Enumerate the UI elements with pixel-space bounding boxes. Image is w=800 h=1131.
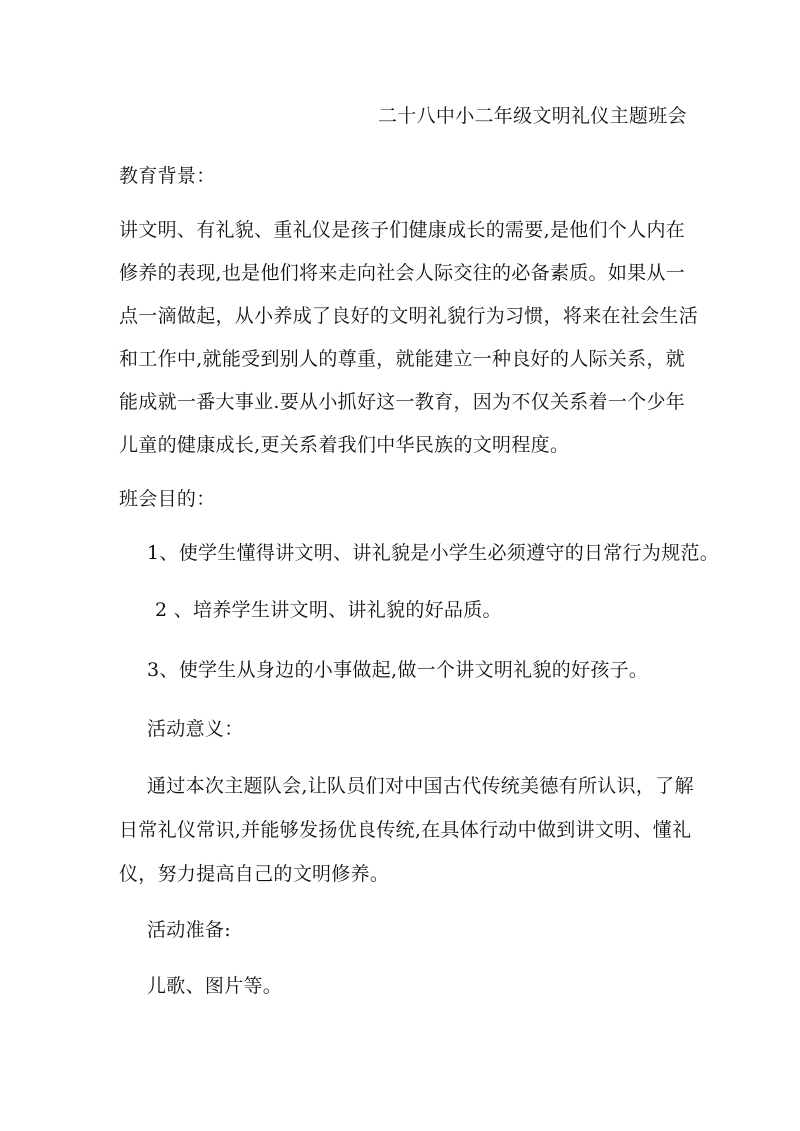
background-heading: 教育背景：	[119, 165, 216, 187]
goal-heading: 班会目的：	[119, 488, 216, 510]
goal-item: 2 、培养学生讲文明、讲礼貌的好品质。	[155, 599, 502, 621]
significance-line: 通过本次主题队会,让队员们对中国古代传统美德有所认识，了解	[147, 775, 694, 797]
prep-heading: 活动准备:	[147, 919, 231, 941]
background-line: 讲文明、有礼貌、重礼仪是孩子们健康成长的需要,是他们个人内在	[119, 219, 686, 241]
background-line: 点一滴做起，从小养成了良好的文明礼貌行为习惯，将来在社会生活	[119, 305, 699, 327]
significance-line: 日常礼仪常识,并能够发扬优良传统,在具体行动中做到讲文明、懂礼	[119, 819, 692, 841]
background-line: 能成就一番大事业.要从小抓好这一教育，因为不仅关系着一个少年	[119, 391, 686, 413]
document-title: 二十八中小二年级文明礼仪主题班会	[378, 105, 687, 127]
background-line: 修养的表现,也是他们将来走向社会人际交往的必备素质。如果从一	[119, 262, 686, 284]
background-line: 和工作中,就能受到别人的尊重，就能建立一种良好的人际关系，就	[119, 348, 686, 370]
goal-item: 3、使学生从身边的小事做起,做一个讲文明礼貌的好孩子。	[147, 659, 649, 681]
significance-line: 仪，努力提高自己的文明修养。	[119, 863, 390, 885]
background-line: 儿童的健康成长,更关系着我们中华民族的文明程度。	[119, 434, 570, 456]
significance-heading: 活动意义：	[147, 718, 244, 740]
prep-text: 儿歌、图片等。	[147, 975, 283, 997]
goal-item: 1、使学生懂得讲文明、讲礼貌是小学生必须遵守的日常行为规范。	[147, 542, 720, 564]
